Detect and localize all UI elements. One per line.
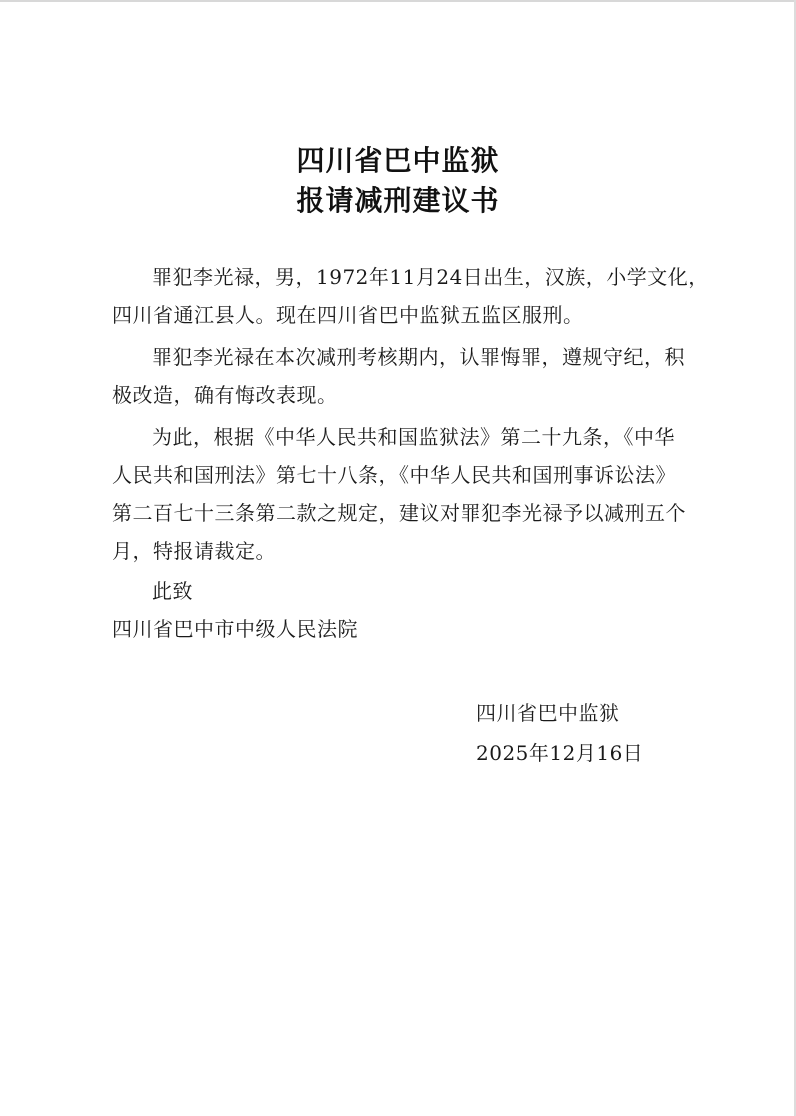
paragraph-3-line-3: 第二百七十三条第二款之规定，建议对罪犯李光禄予以减刑五个 <box>112 501 686 525</box>
scan-edge-top <box>0 0 796 2</box>
paragraph-1-line-2: 四川省通江县人。现在四川省巴中监狱五监区服刑。 <box>112 303 584 327</box>
paragraph-2-line-1: 罪犯李光禄在本次减刑考核期内，认罪悔罪，遵规守纪，积 <box>152 345 685 369</box>
paragraph-2-line-2: 极改造，确有悔改表现。 <box>112 383 338 407</box>
paragraph-3-line-1: 为此，根据《中华人民共和国监狱法》第二十九条，《中华 <box>152 425 675 449</box>
paragraph-1-line-1: 罪犯李光禄，男，1972年11月24日出生，汉族，小学文化， <box>152 265 709 289</box>
document-title-type: 报请减刑建议书 <box>296 184 500 217</box>
recipient: 四川省巴中市中级人民法院 <box>112 617 358 641</box>
signature-date: 2025年12月16日 <box>476 741 644 765</box>
paragraph-3-line-2: 人民共和国刑法》第七十八条，《中华人民共和国刑事诉讼法》 <box>112 463 676 487</box>
salutation: 此致 <box>152 579 193 603</box>
paragraph-3-line-4: 月，特报请裁定。 <box>112 539 276 563</box>
document-title-org: 四川省巴中监狱 <box>296 144 500 177</box>
signature-org: 四川省巴中监狱 <box>476 701 620 725</box>
